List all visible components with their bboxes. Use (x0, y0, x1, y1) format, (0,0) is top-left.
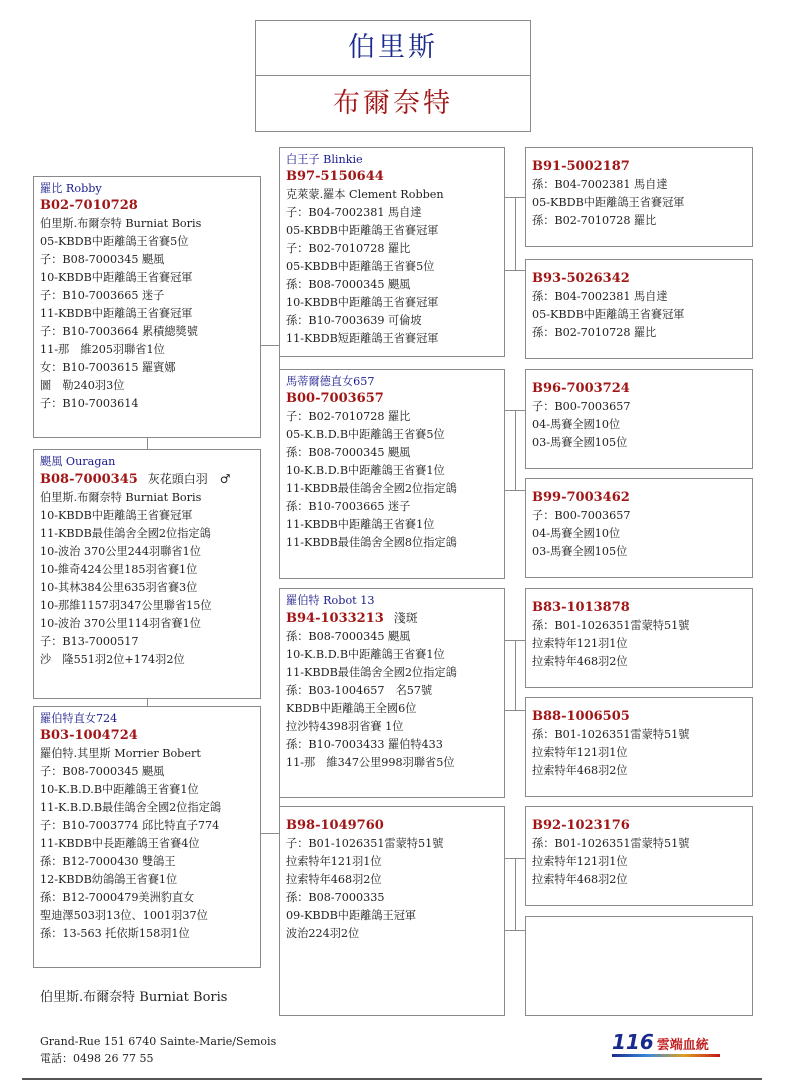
logo-underline (612, 1054, 720, 1057)
achievement-line: 拉索特年468羽2位 (286, 873, 382, 886)
achievement-line: 10-其林384公里635羽省賽3位 (40, 581, 198, 594)
ring-number-text: B93-5026342 (532, 271, 630, 286)
pedigree-box-dam (33, 706, 261, 968)
achievement-line: 女：B10-7003615 羅賓娜 (40, 361, 176, 374)
achievement-line: 10-KBDB中距離鴿王省賽冠軍 (40, 509, 193, 522)
achievement-line: 11-KBDB最佳鴿舍全國8位指定鴿 (286, 536, 457, 549)
achievement-line: 03-馬賽全國105位 (532, 545, 628, 558)
achievement-line: 孫：B04-7002381 馬自達 (532, 178, 668, 191)
achievement-line: 子：B13-7000517 (40, 635, 139, 648)
achievement-line: 子：B02-7010728 羅比 (286, 242, 411, 255)
logo-number: 116 (612, 1030, 654, 1054)
connector-line (515, 410, 516, 490)
achievement-line: 孫：B08-7000345 颶風 (286, 278, 411, 291)
bottom-divider (22, 1078, 762, 1080)
ring-number-text: B92-1023176 (532, 818, 630, 833)
phone-text: 電話：0498 26 77 55 (40, 1052, 154, 1065)
ring-number-text: B97-5150644 (286, 169, 384, 184)
contact-block (40, 1033, 276, 1067)
connector-line (261, 833, 279, 834)
ring-number (286, 390, 498, 408)
achievement-line: 羅伯特.其里斯 Morrier Bobert (40, 747, 201, 760)
ring-number-text: B99-7003462 (532, 490, 630, 505)
achievement-line: 11-那 維347公里998羽聯省5位 (286, 756, 455, 769)
achievement-line: 拉索特年121羽1位 (532, 637, 628, 650)
achievement-line: 10-維奇424公里185羽省賽1位 (40, 563, 198, 576)
achievement-line: 子：B10-7003774 邱比特直子774 (40, 819, 220, 832)
ring-number-text: B94-1033213 (286, 611, 384, 626)
achievement-line: 克萊蒙.羅本 Clement Robben (286, 188, 444, 201)
pedigree-box-ds (279, 588, 505, 798)
connector-line (147, 438, 148, 449)
achievement-line: 子：B00-7003657 (532, 509, 631, 522)
achievement-line: 05-KBDB中距離鴿王省賽5位 (286, 260, 435, 273)
connector-line (279, 252, 280, 345)
ring-number-text: B08-7000345 (40, 472, 138, 487)
connector-line (279, 698, 280, 833)
ring-number (40, 197, 254, 215)
achievement-line: 伯里斯.布爾奈特 Burniat Boris (40, 217, 202, 230)
achievement-line: 10-那維1157羽347公里聯省15位 (40, 599, 212, 612)
bird-name: 羅伯特 Robot 13 (286, 594, 375, 607)
achievement-line: 05-K.B.D.B中距離鴿王省賽5位 (286, 428, 445, 441)
connector-line (147, 699, 148, 706)
achievement-line: 孫：B08-7000345 颶風 (286, 446, 411, 459)
connector-line (505, 930, 525, 931)
achievement-line: 10-K.B.D.B中距離鴿王省賽1位 (286, 464, 445, 477)
ring-number (532, 380, 746, 398)
pedigree-box-sds (525, 369, 753, 469)
achievement-line: 孫：B02-7010728 羅比 (532, 214, 657, 227)
achievement-line: 子：B10-7003614 (40, 397, 139, 410)
achievement-line: 05-KBDB中距離鴿王省賽冠軍 (532, 308, 685, 321)
ring-number (286, 609, 498, 628)
connector-line (505, 710, 525, 711)
pedigree-box-sdd (525, 478, 753, 578)
achievement-line: 孫：B03-1004657 名57號 (286, 684, 433, 697)
owner-name-title: 伯里斯 (256, 21, 530, 76)
logo-text: 雲端血統 (656, 1038, 709, 1053)
pedigree-box-dsd (525, 697, 753, 797)
achievement-line: 子：B00-7003657 (532, 400, 631, 413)
achievement-line: 孫：B12-7000479美洲豹直女 (40, 891, 195, 904)
achievement-line: 孫：B08-7000345 颶風 (286, 630, 411, 643)
achievement-line: 孫：B08-7000335 (286, 891, 385, 904)
achievement-line: 孫：B04-7002381 馬自達 (532, 290, 668, 303)
ring-number (40, 727, 254, 745)
ring-number (532, 270, 746, 288)
pedigree-box-ss (279, 147, 505, 357)
ring-number (532, 158, 746, 176)
achievement-line: 10-K.B.D.B中距離鴿王省賽1位 (286, 648, 445, 661)
achievement-line: KBDB中距離鴿王全國6位 (286, 702, 417, 715)
connector-line (515, 858, 516, 930)
bird-name: 羅比 Robby (40, 182, 102, 195)
bird-color-sex: 淺斑 (393, 611, 418, 625)
ring-number-text: B00-7003657 (286, 391, 384, 406)
achievement-line: 孫：13-563 托依斯158羽1位 (40, 927, 190, 940)
achievement-line: 12-KBDB幼鴿鴿王省賽1位 (40, 873, 178, 886)
achievement-line: 孫：B02-7010728 羅比 (532, 326, 657, 339)
pedigree-box-dds (525, 806, 753, 906)
ring-number (532, 708, 746, 726)
achievement-line: 11-KBDB中長距離鴿王省賽4位 (40, 837, 200, 850)
achievement-line: 沙 隆551羽2位+174羽2位 (40, 653, 185, 666)
achievement-line: 05-KBDB中距離鴿王省賽冠軍 (532, 196, 685, 209)
bird-name: 白王子 Blinkie (286, 153, 363, 166)
achievement-line: 10-KBDB中距離鴿王省賽冠軍 (40, 271, 193, 284)
address-text: Grand-Rue 151 6740 Sainte-Marie/Semois (40, 1035, 277, 1048)
achievement-line: 子：B10-7003665 迷子 (40, 289, 165, 302)
connector-line (505, 490, 525, 491)
ring-number-text: B03-1004724 (40, 728, 138, 743)
achievement-line: 拉索特年121羽1位 (532, 855, 628, 868)
achievement-line: 孫：B10-7003665 迷子 (286, 500, 411, 513)
achievement-line: 11-KBDB最佳鴿舍全國2位指定鴿 (286, 482, 457, 495)
connector-line (279, 345, 280, 475)
ring-number-text: B02-7010728 (40, 198, 138, 213)
achievement-line: 10-波治 370公里244羽聯省1位 (40, 545, 201, 558)
owner-footer: 伯里斯.布爾奈特 Burniat Boris (40, 990, 228, 1005)
pedigree-box-dd (279, 806, 505, 1016)
pedigree-box-dss (525, 588, 753, 688)
achievement-line: 10-K.B.D.B中距離鴿王省賽1位 (40, 783, 199, 796)
achievement-line: 孫：B10-7003433 羅伯特433 (286, 738, 443, 751)
achievement-line: 11-K.B.D.B最佳鴿舍全國2位指定鴿 (40, 801, 222, 814)
achievement-line: 11-KBDB短距離鴿王省賽冠軍 (286, 332, 439, 345)
achievement-line: 拉索特年121羽1位 (532, 746, 628, 759)
owner-surname-title: 布爾奈特 (333, 88, 453, 119)
bird-name: 颶風 Ouragan (40, 455, 116, 468)
ring-number (286, 817, 498, 835)
connector-line (515, 197, 516, 270)
achievement-line: 圖 勒240羽3位 (40, 379, 125, 392)
achievement-line: 子：B08-7000345 颶風 (40, 765, 165, 778)
achievement-line: 11-KBDB中距離鴿王省賽1位 (286, 518, 435, 531)
ring-number (532, 599, 746, 617)
achievement-line: 11-KBDB最佳鴿舍全國2位指定鴿 (40, 527, 211, 540)
ring-number (40, 470, 254, 489)
ring-number-text: B83-1013878 (532, 600, 630, 615)
bird-color-sex: 灰花頭白羽 ♂ (147, 472, 231, 486)
achievement-line: 09-KBDB中距離鴿王冠軍 (286, 909, 417, 922)
achievement-line: 子：B04-7002381 馬自達 (286, 206, 422, 219)
achievement-line: 子：B08-7000345 颶風 (40, 253, 165, 266)
connector-line (261, 345, 279, 346)
connector-line (515, 640, 516, 710)
achievement-line: 孫：B12-7000430 雙鴿王 (40, 855, 176, 868)
achievement-line: 拉索特年468羽2位 (532, 873, 628, 886)
achievement-line: 05-KBDB中距離鴿王省賽5位 (40, 235, 189, 248)
ring-number-text: B98-1049760 (286, 818, 384, 833)
achievement-line: 孫：B01-1026351雷蒙特51號 (532, 728, 690, 741)
achievement-line: 04-馬賽全國10位 (532, 527, 621, 540)
ring-number (532, 489, 746, 507)
pedigree-box-sss (525, 147, 753, 247)
achievement-line: 子：B02-7010728 羅比 (286, 410, 411, 423)
connector-line (279, 833, 280, 911)
achievement-line: 10-KBDB中距離鴿王省賽冠軍 (286, 296, 439, 309)
ring-number-text: B88-1006505 (532, 709, 630, 724)
bird-name: 馬蒂爾德直女657 (286, 375, 375, 388)
achievement-line: 孫：B10-7003639 可倫坡 (286, 314, 422, 327)
achievement-line: 11-KBDB中距離鴿王省賽冠軍 (40, 307, 193, 320)
achievement-line: 10-波治 370公里114羽省賽1位 (40, 617, 201, 630)
achievement-line: 05-KBDB中距離鴿王省賽冠軍 (286, 224, 439, 237)
ring-number-text: B91-5002187 (532, 159, 630, 174)
ring-number (532, 817, 746, 835)
achievement-line: 聖迪澤503羽13位、1001羽37位 (40, 909, 208, 922)
achievement-line: 03-馬賽全國105位 (532, 436, 628, 449)
achievement-line: 孫：B01-1026351雷蒙特51號 (532, 837, 690, 850)
pedigree-box-ddd (525, 916, 753, 1016)
achievement-line: 孫：B01-1026351雷蒙特51號 (532, 619, 690, 632)
achievement-line: 子：B10-7003664 累積總獎號 (40, 325, 198, 338)
bird-name: 羅伯特直女724 (40, 712, 118, 725)
ring-number (286, 168, 498, 186)
pedigree-box-ssd (525, 259, 753, 359)
brand-logo (612, 1030, 722, 1056)
pedigree-box-sd (279, 369, 505, 579)
achievement-line: 伯里斯.布爾奈特 Burniat Boris (40, 491, 202, 504)
connector-line (505, 270, 525, 271)
achievement-line: 拉沙特4398羽省賽 1位 (286, 720, 404, 733)
pedigree-box-self (33, 449, 261, 699)
pedigree-box-sire (33, 176, 261, 438)
achievement-line: 11-那 維205羽聯省1位 (40, 343, 165, 356)
achievement-line: 04-馬賽全國10位 (532, 418, 621, 431)
ring-number-text: B96-7003724 (532, 381, 630, 396)
achievement-line: 拉索特年468羽2位 (532, 655, 628, 668)
pedigree-header (255, 20, 531, 132)
achievement-line: 11-KBDB最佳鴿舍全國2位指定鴿 (286, 666, 457, 679)
achievement-line: 波治224羽2位 (286, 927, 360, 940)
achievement-line: 子：B01-1026351雷蒙特51號 (286, 837, 444, 850)
achievement-line: 拉索特年468羽2位 (532, 764, 628, 777)
achievement-line: 拉索特年121羽1位 (286, 855, 382, 868)
